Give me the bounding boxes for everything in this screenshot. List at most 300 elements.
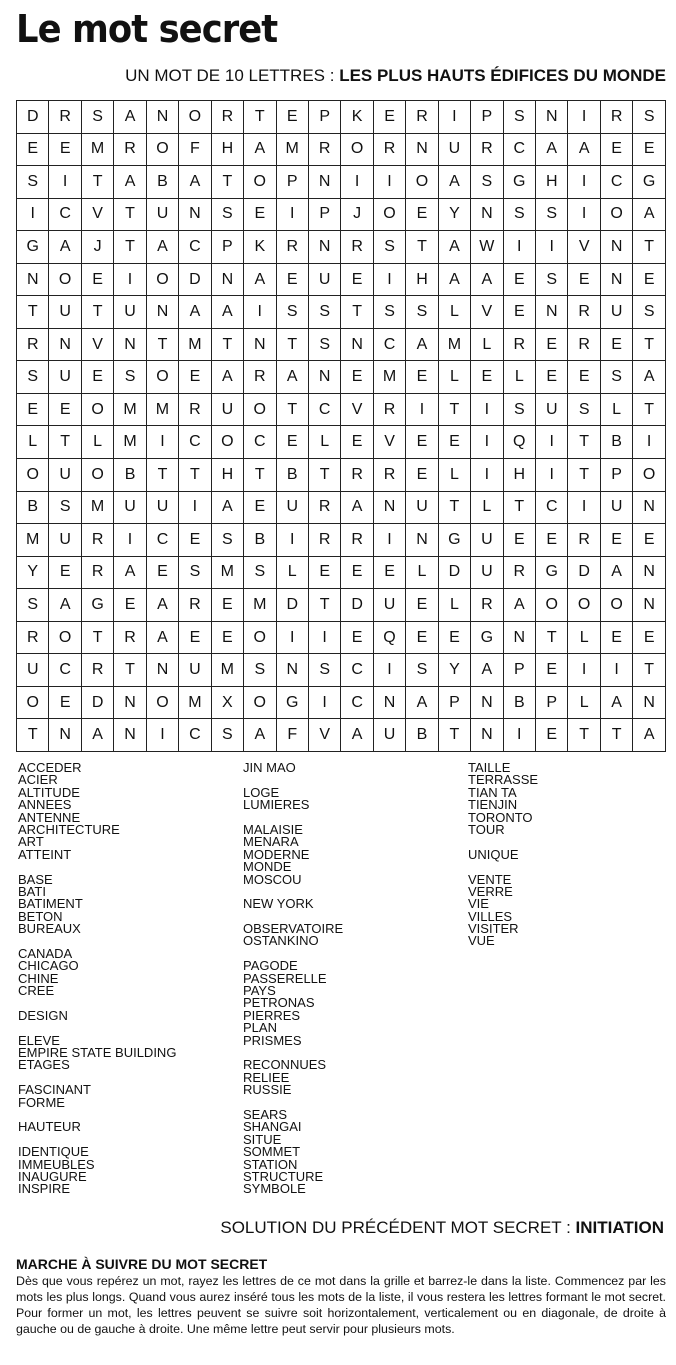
- grid-cell[interactable]: O: [211, 426, 243, 459]
- grid-cell[interactable]: E: [406, 589, 438, 622]
- grid-cell[interactable]: N: [49, 328, 81, 361]
- grid-cell[interactable]: U: [17, 654, 49, 687]
- grid-cell[interactable]: G: [276, 686, 308, 719]
- grid-cell[interactable]: I: [471, 426, 503, 459]
- grid-cell[interactable]: R: [406, 101, 438, 134]
- grid-cell[interactable]: S: [211, 719, 243, 752]
- grid-cell[interactable]: D: [276, 589, 308, 622]
- grid-cell[interactable]: G: [17, 231, 49, 264]
- grid-cell[interactable]: T: [81, 621, 113, 654]
- grid-cell[interactable]: N: [114, 328, 146, 361]
- grid-cell[interactable]: N: [471, 719, 503, 752]
- grid-cell[interactable]: T: [568, 459, 600, 492]
- grid-cell[interactable]: E: [406, 361, 438, 394]
- grid-cell[interactable]: N: [179, 198, 211, 231]
- grid-cell[interactable]: O: [146, 361, 178, 394]
- grid-cell[interactable]: G: [471, 621, 503, 654]
- grid-cell[interactable]: T: [146, 459, 178, 492]
- grid-cell[interactable]: O: [406, 166, 438, 199]
- grid-cell[interactable]: R: [568, 524, 600, 557]
- grid-cell[interactable]: E: [244, 491, 276, 524]
- grid-cell[interactable]: C: [179, 719, 211, 752]
- grid-cell[interactable]: S: [406, 296, 438, 329]
- grid-cell[interactable]: D: [568, 556, 600, 589]
- grid-cell[interactable]: I: [536, 231, 568, 264]
- grid-cell[interactable]: N: [633, 589, 666, 622]
- grid-cell[interactable]: S: [373, 296, 405, 329]
- grid-cell[interactable]: R: [179, 589, 211, 622]
- grid-cell[interactable]: N: [503, 621, 535, 654]
- grid-cell[interactable]: R: [568, 296, 600, 329]
- grid-cell[interactable]: R: [341, 459, 373, 492]
- grid-cell[interactable]: T: [276, 328, 308, 361]
- grid-cell[interactable]: I: [471, 459, 503, 492]
- grid-cell[interactable]: I: [373, 524, 405, 557]
- grid-cell[interactable]: E: [406, 621, 438, 654]
- grid-cell[interactable]: S: [471, 166, 503, 199]
- grid-cell[interactable]: D: [438, 556, 470, 589]
- grid-cell[interactable]: E: [179, 524, 211, 557]
- grid-cell[interactable]: I: [244, 296, 276, 329]
- grid-cell[interactable]: U: [114, 296, 146, 329]
- grid-cell[interactable]: T: [438, 393, 470, 426]
- grid-cell[interactable]: U: [406, 491, 438, 524]
- grid-cell[interactable]: N: [471, 198, 503, 231]
- grid-cell[interactable]: E: [211, 621, 243, 654]
- grid-cell[interactable]: I: [179, 491, 211, 524]
- grid-cell[interactable]: I: [568, 101, 600, 134]
- grid-cell[interactable]: U: [536, 393, 568, 426]
- grid-cell[interactable]: I: [438, 101, 470, 134]
- grid-cell[interactable]: S: [503, 198, 535, 231]
- grid-cell[interactable]: C: [308, 393, 340, 426]
- grid-cell[interactable]: G: [81, 589, 113, 622]
- grid-cell[interactable]: E: [341, 263, 373, 296]
- grid-cell[interactable]: L: [438, 296, 470, 329]
- grid-cell[interactable]: S: [568, 393, 600, 426]
- grid-cell[interactable]: M: [211, 654, 243, 687]
- grid-cell[interactable]: S: [276, 296, 308, 329]
- grid-cell[interactable]: B: [276, 459, 308, 492]
- grid-cell[interactable]: I: [49, 166, 81, 199]
- grid-cell[interactable]: Q: [503, 426, 535, 459]
- grid-cell[interactable]: E: [536, 524, 568, 557]
- grid-cell[interactable]: R: [471, 133, 503, 166]
- grid-cell[interactable]: I: [373, 654, 405, 687]
- grid-cell[interactable]: R: [503, 556, 535, 589]
- grid-cell[interactable]: U: [49, 296, 81, 329]
- grid-cell[interactable]: A: [438, 166, 470, 199]
- grid-cell[interactable]: A: [471, 263, 503, 296]
- grid-cell[interactable]: N: [17, 263, 49, 296]
- grid-cell[interactable]: A: [179, 296, 211, 329]
- grid-cell[interactable]: J: [81, 231, 113, 264]
- grid-cell[interactable]: E: [536, 654, 568, 687]
- grid-cell[interactable]: P: [503, 654, 535, 687]
- grid-cell[interactable]: I: [341, 166, 373, 199]
- grid-cell[interactable]: M: [373, 361, 405, 394]
- grid-cell[interactable]: G: [503, 166, 535, 199]
- grid-cell[interactable]: A: [179, 166, 211, 199]
- grid-cell[interactable]: U: [114, 491, 146, 524]
- grid-cell[interactable]: S: [308, 296, 340, 329]
- grid-cell[interactable]: V: [81, 198, 113, 231]
- grid-cell[interactable]: N: [114, 686, 146, 719]
- grid-cell[interactable]: P: [211, 231, 243, 264]
- letter-grid[interactable]: [16, 100, 666, 752]
- grid-cell[interactable]: E: [341, 361, 373, 394]
- grid-cell[interactable]: L: [438, 361, 470, 394]
- grid-cell[interactable]: T: [503, 491, 535, 524]
- grid-cell[interactable]: P: [536, 686, 568, 719]
- grid-cell[interactable]: R: [114, 621, 146, 654]
- grid-cell[interactable]: T: [406, 231, 438, 264]
- grid-cell[interactable]: L: [471, 328, 503, 361]
- grid-cell[interactable]: U: [308, 263, 340, 296]
- grid-cell[interactable]: R: [276, 231, 308, 264]
- grid-cell[interactable]: S: [308, 328, 340, 361]
- grid-cell[interactable]: T: [438, 491, 470, 524]
- grid-cell[interactable]: U: [471, 556, 503, 589]
- grid-cell[interactable]: M: [114, 426, 146, 459]
- grid-cell[interactable]: M: [244, 589, 276, 622]
- grid-cell[interactable]: E: [438, 621, 470, 654]
- grid-cell[interactable]: I: [633, 426, 666, 459]
- grid-cell[interactable]: L: [17, 426, 49, 459]
- grid-cell[interactable]: E: [600, 328, 632, 361]
- grid-cell[interactable]: C: [503, 133, 535, 166]
- grid-cell[interactable]: A: [633, 719, 666, 752]
- grid-cell[interactable]: S: [244, 556, 276, 589]
- grid-cell[interactable]: C: [600, 166, 632, 199]
- grid-cell[interactable]: U: [438, 133, 470, 166]
- grid-cell[interactable]: E: [179, 621, 211, 654]
- grid-cell[interactable]: N: [633, 556, 666, 589]
- grid-cell[interactable]: Q: [373, 621, 405, 654]
- grid-cell[interactable]: V: [341, 393, 373, 426]
- grid-cell[interactable]: M: [438, 328, 470, 361]
- grid-cell[interactable]: E: [49, 686, 81, 719]
- grid-cell[interactable]: L: [276, 556, 308, 589]
- grid-cell[interactable]: E: [276, 101, 308, 134]
- grid-cell[interactable]: O: [536, 589, 568, 622]
- grid-cell[interactable]: P: [438, 686, 470, 719]
- grid-cell[interactable]: E: [81, 361, 113, 394]
- grid-cell[interactable]: E: [568, 263, 600, 296]
- grid-cell[interactable]: O: [568, 589, 600, 622]
- grid-cell[interactable]: A: [211, 491, 243, 524]
- grid-cell[interactable]: E: [49, 556, 81, 589]
- grid-cell[interactable]: B: [244, 524, 276, 557]
- grid-cell[interactable]: T: [633, 393, 666, 426]
- grid-cell[interactable]: D: [81, 686, 113, 719]
- grid-cell[interactable]: O: [244, 166, 276, 199]
- grid-cell[interactable]: N: [471, 686, 503, 719]
- grid-cell[interactable]: I: [568, 166, 600, 199]
- grid-cell[interactable]: N: [633, 686, 666, 719]
- grid-cell[interactable]: R: [373, 459, 405, 492]
- grid-cell[interactable]: E: [633, 263, 666, 296]
- grid-cell[interactable]: L: [438, 459, 470, 492]
- grid-cell[interactable]: C: [179, 231, 211, 264]
- grid-cell[interactable]: C: [341, 654, 373, 687]
- grid-cell[interactable]: H: [211, 133, 243, 166]
- grid-cell[interactable]: I: [373, 166, 405, 199]
- grid-cell[interactable]: O: [244, 621, 276, 654]
- grid-cell[interactable]: T: [17, 719, 49, 752]
- grid-cell[interactable]: E: [179, 361, 211, 394]
- grid-cell[interactable]: N: [373, 686, 405, 719]
- grid-cell[interactable]: I: [503, 231, 535, 264]
- grid-cell[interactable]: M: [114, 393, 146, 426]
- grid-cell[interactable]: E: [308, 556, 340, 589]
- grid-cell[interactable]: A: [244, 263, 276, 296]
- grid-cell[interactable]: A: [81, 719, 113, 752]
- grid-cell[interactable]: E: [406, 198, 438, 231]
- grid-cell[interactable]: H: [406, 263, 438, 296]
- grid-cell[interactable]: C: [244, 426, 276, 459]
- grid-cell[interactable]: A: [146, 589, 178, 622]
- grid-cell[interactable]: A: [276, 361, 308, 394]
- grid-cell[interactable]: C: [373, 328, 405, 361]
- grid-cell[interactable]: S: [114, 361, 146, 394]
- grid-cell[interactable]: N: [146, 101, 178, 134]
- grid-cell[interactable]: A: [211, 361, 243, 394]
- grid-cell[interactable]: C: [536, 491, 568, 524]
- grid-cell[interactable]: R: [471, 589, 503, 622]
- grid-cell[interactable]: L: [471, 491, 503, 524]
- grid-cell[interactable]: D: [17, 101, 49, 134]
- grid-cell[interactable]: S: [211, 524, 243, 557]
- grid-cell[interactable]: I: [276, 621, 308, 654]
- grid-cell[interactable]: F: [179, 133, 211, 166]
- grid-cell[interactable]: I: [308, 621, 340, 654]
- grid-cell[interactable]: S: [17, 589, 49, 622]
- grid-cell[interactable]: T: [114, 654, 146, 687]
- grid-cell[interactable]: A: [600, 556, 632, 589]
- grid-cell[interactable]: T: [179, 459, 211, 492]
- grid-cell[interactable]: E: [568, 361, 600, 394]
- grid-cell[interactable]: B: [406, 719, 438, 752]
- grid-cell[interactable]: S: [503, 393, 535, 426]
- grid-cell[interactable]: O: [341, 133, 373, 166]
- grid-cell[interactable]: Y: [438, 198, 470, 231]
- grid-cell[interactable]: C: [49, 654, 81, 687]
- grid-cell[interactable]: M: [146, 393, 178, 426]
- grid-cell[interactable]: O: [600, 589, 632, 622]
- grid-cell[interactable]: G: [536, 556, 568, 589]
- grid-cell[interactable]: J: [341, 198, 373, 231]
- grid-cell[interactable]: X: [211, 686, 243, 719]
- grid-cell[interactable]: T: [276, 393, 308, 426]
- grid-cell[interactable]: T: [633, 231, 666, 264]
- grid-cell[interactable]: S: [244, 654, 276, 687]
- grid-cell[interactable]: P: [471, 101, 503, 134]
- grid-cell[interactable]: M: [81, 491, 113, 524]
- grid-cell[interactable]: E: [49, 393, 81, 426]
- grid-cell[interactable]: E: [244, 198, 276, 231]
- grid-cell[interactable]: I: [471, 393, 503, 426]
- grid-cell[interactable]: E: [341, 426, 373, 459]
- grid-cell[interactable]: E: [146, 556, 178, 589]
- grid-cell[interactable]: O: [373, 198, 405, 231]
- grid-cell[interactable]: E: [503, 296, 535, 329]
- grid-cell[interactable]: R: [308, 524, 340, 557]
- grid-cell[interactable]: E: [276, 426, 308, 459]
- grid-cell[interactable]: R: [600, 101, 632, 134]
- grid-cell[interactable]: O: [146, 263, 178, 296]
- grid-cell[interactable]: S: [17, 166, 49, 199]
- grid-cell[interactable]: E: [536, 719, 568, 752]
- grid-cell[interactable]: T: [17, 296, 49, 329]
- grid-cell[interactable]: F: [276, 719, 308, 752]
- grid-cell[interactable]: R: [17, 328, 49, 361]
- grid-cell[interactable]: M: [179, 686, 211, 719]
- grid-cell[interactable]: R: [81, 556, 113, 589]
- grid-cell[interactable]: R: [244, 361, 276, 394]
- grid-cell[interactable]: P: [600, 459, 632, 492]
- grid-cell[interactable]: H: [536, 166, 568, 199]
- grid-cell[interactable]: I: [146, 426, 178, 459]
- grid-cell[interactable]: C: [49, 198, 81, 231]
- grid-cell[interactable]: O: [146, 686, 178, 719]
- grid-cell[interactable]: A: [114, 101, 146, 134]
- grid-cell[interactable]: N: [244, 328, 276, 361]
- grid-cell[interactable]: A: [568, 133, 600, 166]
- grid-cell[interactable]: E: [503, 263, 535, 296]
- grid-cell[interactable]: I: [406, 393, 438, 426]
- grid-cell[interactable]: M: [81, 133, 113, 166]
- grid-cell[interactable]: S: [536, 198, 568, 231]
- grid-cell[interactable]: H: [211, 459, 243, 492]
- grid-cell[interactable]: S: [406, 654, 438, 687]
- grid-cell[interactable]: N: [536, 296, 568, 329]
- grid-cell[interactable]: V: [308, 719, 340, 752]
- grid-cell[interactable]: A: [244, 719, 276, 752]
- grid-cell[interactable]: R: [308, 491, 340, 524]
- grid-cell[interactable]: V: [373, 426, 405, 459]
- grid-cell[interactable]: S: [81, 101, 113, 134]
- grid-cell[interactable]: B: [146, 166, 178, 199]
- grid-cell[interactable]: O: [179, 101, 211, 134]
- grid-cell[interactable]: T: [568, 719, 600, 752]
- grid-cell[interactable]: I: [373, 263, 405, 296]
- grid-cell[interactable]: S: [536, 263, 568, 296]
- grid-cell[interactable]: U: [49, 524, 81, 557]
- grid-cell[interactable]: U: [373, 589, 405, 622]
- grid-cell[interactable]: T: [308, 589, 340, 622]
- grid-cell[interactable]: E: [600, 133, 632, 166]
- grid-cell[interactable]: A: [146, 231, 178, 264]
- grid-cell[interactable]: N: [341, 328, 373, 361]
- grid-cell[interactable]: C: [179, 426, 211, 459]
- grid-cell[interactable]: P: [308, 198, 340, 231]
- grid-cell[interactable]: E: [503, 524, 535, 557]
- grid-cell[interactable]: L: [600, 393, 632, 426]
- grid-cell[interactable]: N: [49, 719, 81, 752]
- grid-cell[interactable]: N: [600, 263, 632, 296]
- grid-cell[interactable]: B: [17, 491, 49, 524]
- grid-cell[interactable]: A: [49, 231, 81, 264]
- grid-cell[interactable]: U: [600, 296, 632, 329]
- grid-cell[interactable]: A: [114, 166, 146, 199]
- grid-cell[interactable]: N: [600, 231, 632, 264]
- grid-cell[interactable]: R: [179, 393, 211, 426]
- grid-cell[interactable]: E: [341, 556, 373, 589]
- grid-cell[interactable]: I: [568, 654, 600, 687]
- grid-cell[interactable]: T: [536, 621, 568, 654]
- grid-cell[interactable]: A: [341, 719, 373, 752]
- grid-cell[interactable]: E: [114, 589, 146, 622]
- grid-cell[interactable]: N: [276, 654, 308, 687]
- grid-cell[interactable]: T: [211, 166, 243, 199]
- grid-cell[interactable]: T: [211, 328, 243, 361]
- grid-cell[interactable]: N: [114, 719, 146, 752]
- grid-cell[interactable]: S: [633, 101, 666, 134]
- grid-cell[interactable]: T: [81, 166, 113, 199]
- grid-cell[interactable]: I: [536, 426, 568, 459]
- grid-cell[interactable]: U: [373, 719, 405, 752]
- grid-cell[interactable]: L: [81, 426, 113, 459]
- grid-cell[interactable]: N: [308, 231, 340, 264]
- grid-cell[interactable]: E: [81, 263, 113, 296]
- grid-cell[interactable]: E: [276, 263, 308, 296]
- grid-cell[interactable]: A: [600, 686, 632, 719]
- grid-cell[interactable]: R: [341, 524, 373, 557]
- grid-cell[interactable]: N: [308, 361, 340, 394]
- grid-cell[interactable]: V: [471, 296, 503, 329]
- grid-cell[interactable]: R: [81, 524, 113, 557]
- grid-cell[interactable]: S: [503, 101, 535, 134]
- grid-cell[interactable]: I: [600, 654, 632, 687]
- grid-cell[interactable]: E: [438, 426, 470, 459]
- grid-cell[interactable]: T: [114, 231, 146, 264]
- grid-cell[interactable]: C: [146, 524, 178, 557]
- grid-cell[interactable]: R: [211, 101, 243, 134]
- grid-cell[interactable]: N: [373, 491, 405, 524]
- grid-cell[interactable]: G: [633, 166, 666, 199]
- grid-cell[interactable]: R: [503, 328, 535, 361]
- grid-cell[interactable]: L: [503, 361, 535, 394]
- grid-cell[interactable]: L: [308, 426, 340, 459]
- grid-cell[interactable]: D: [179, 263, 211, 296]
- grid-cell[interactable]: O: [17, 459, 49, 492]
- grid-cell[interactable]: E: [536, 361, 568, 394]
- grid-cell[interactable]: I: [568, 491, 600, 524]
- grid-cell[interactable]: N: [146, 296, 178, 329]
- grid-cell[interactable]: V: [568, 231, 600, 264]
- grid-cell[interactable]: M: [179, 328, 211, 361]
- grid-cell[interactable]: I: [536, 459, 568, 492]
- grid-cell[interactable]: B: [114, 459, 146, 492]
- grid-cell[interactable]: O: [633, 459, 666, 492]
- grid-cell[interactable]: Y: [17, 556, 49, 589]
- grid-cell[interactable]: C: [341, 686, 373, 719]
- grid-cell[interactable]: L: [568, 686, 600, 719]
- grid-cell[interactable]: T: [341, 296, 373, 329]
- grid-cell[interactable]: I: [114, 524, 146, 557]
- grid-cell[interactable]: N: [406, 524, 438, 557]
- grid-cell[interactable]: T: [633, 328, 666, 361]
- grid-cell[interactable]: T: [146, 328, 178, 361]
- grid-cell[interactable]: A: [503, 589, 535, 622]
- grid-cell[interactable]: O: [81, 459, 113, 492]
- grid-cell[interactable]: I: [503, 719, 535, 752]
- grid-cell[interactable]: U: [211, 393, 243, 426]
- grid-cell[interactable]: E: [17, 393, 49, 426]
- grid-cell[interactable]: R: [308, 133, 340, 166]
- grid-cell[interactable]: N: [406, 133, 438, 166]
